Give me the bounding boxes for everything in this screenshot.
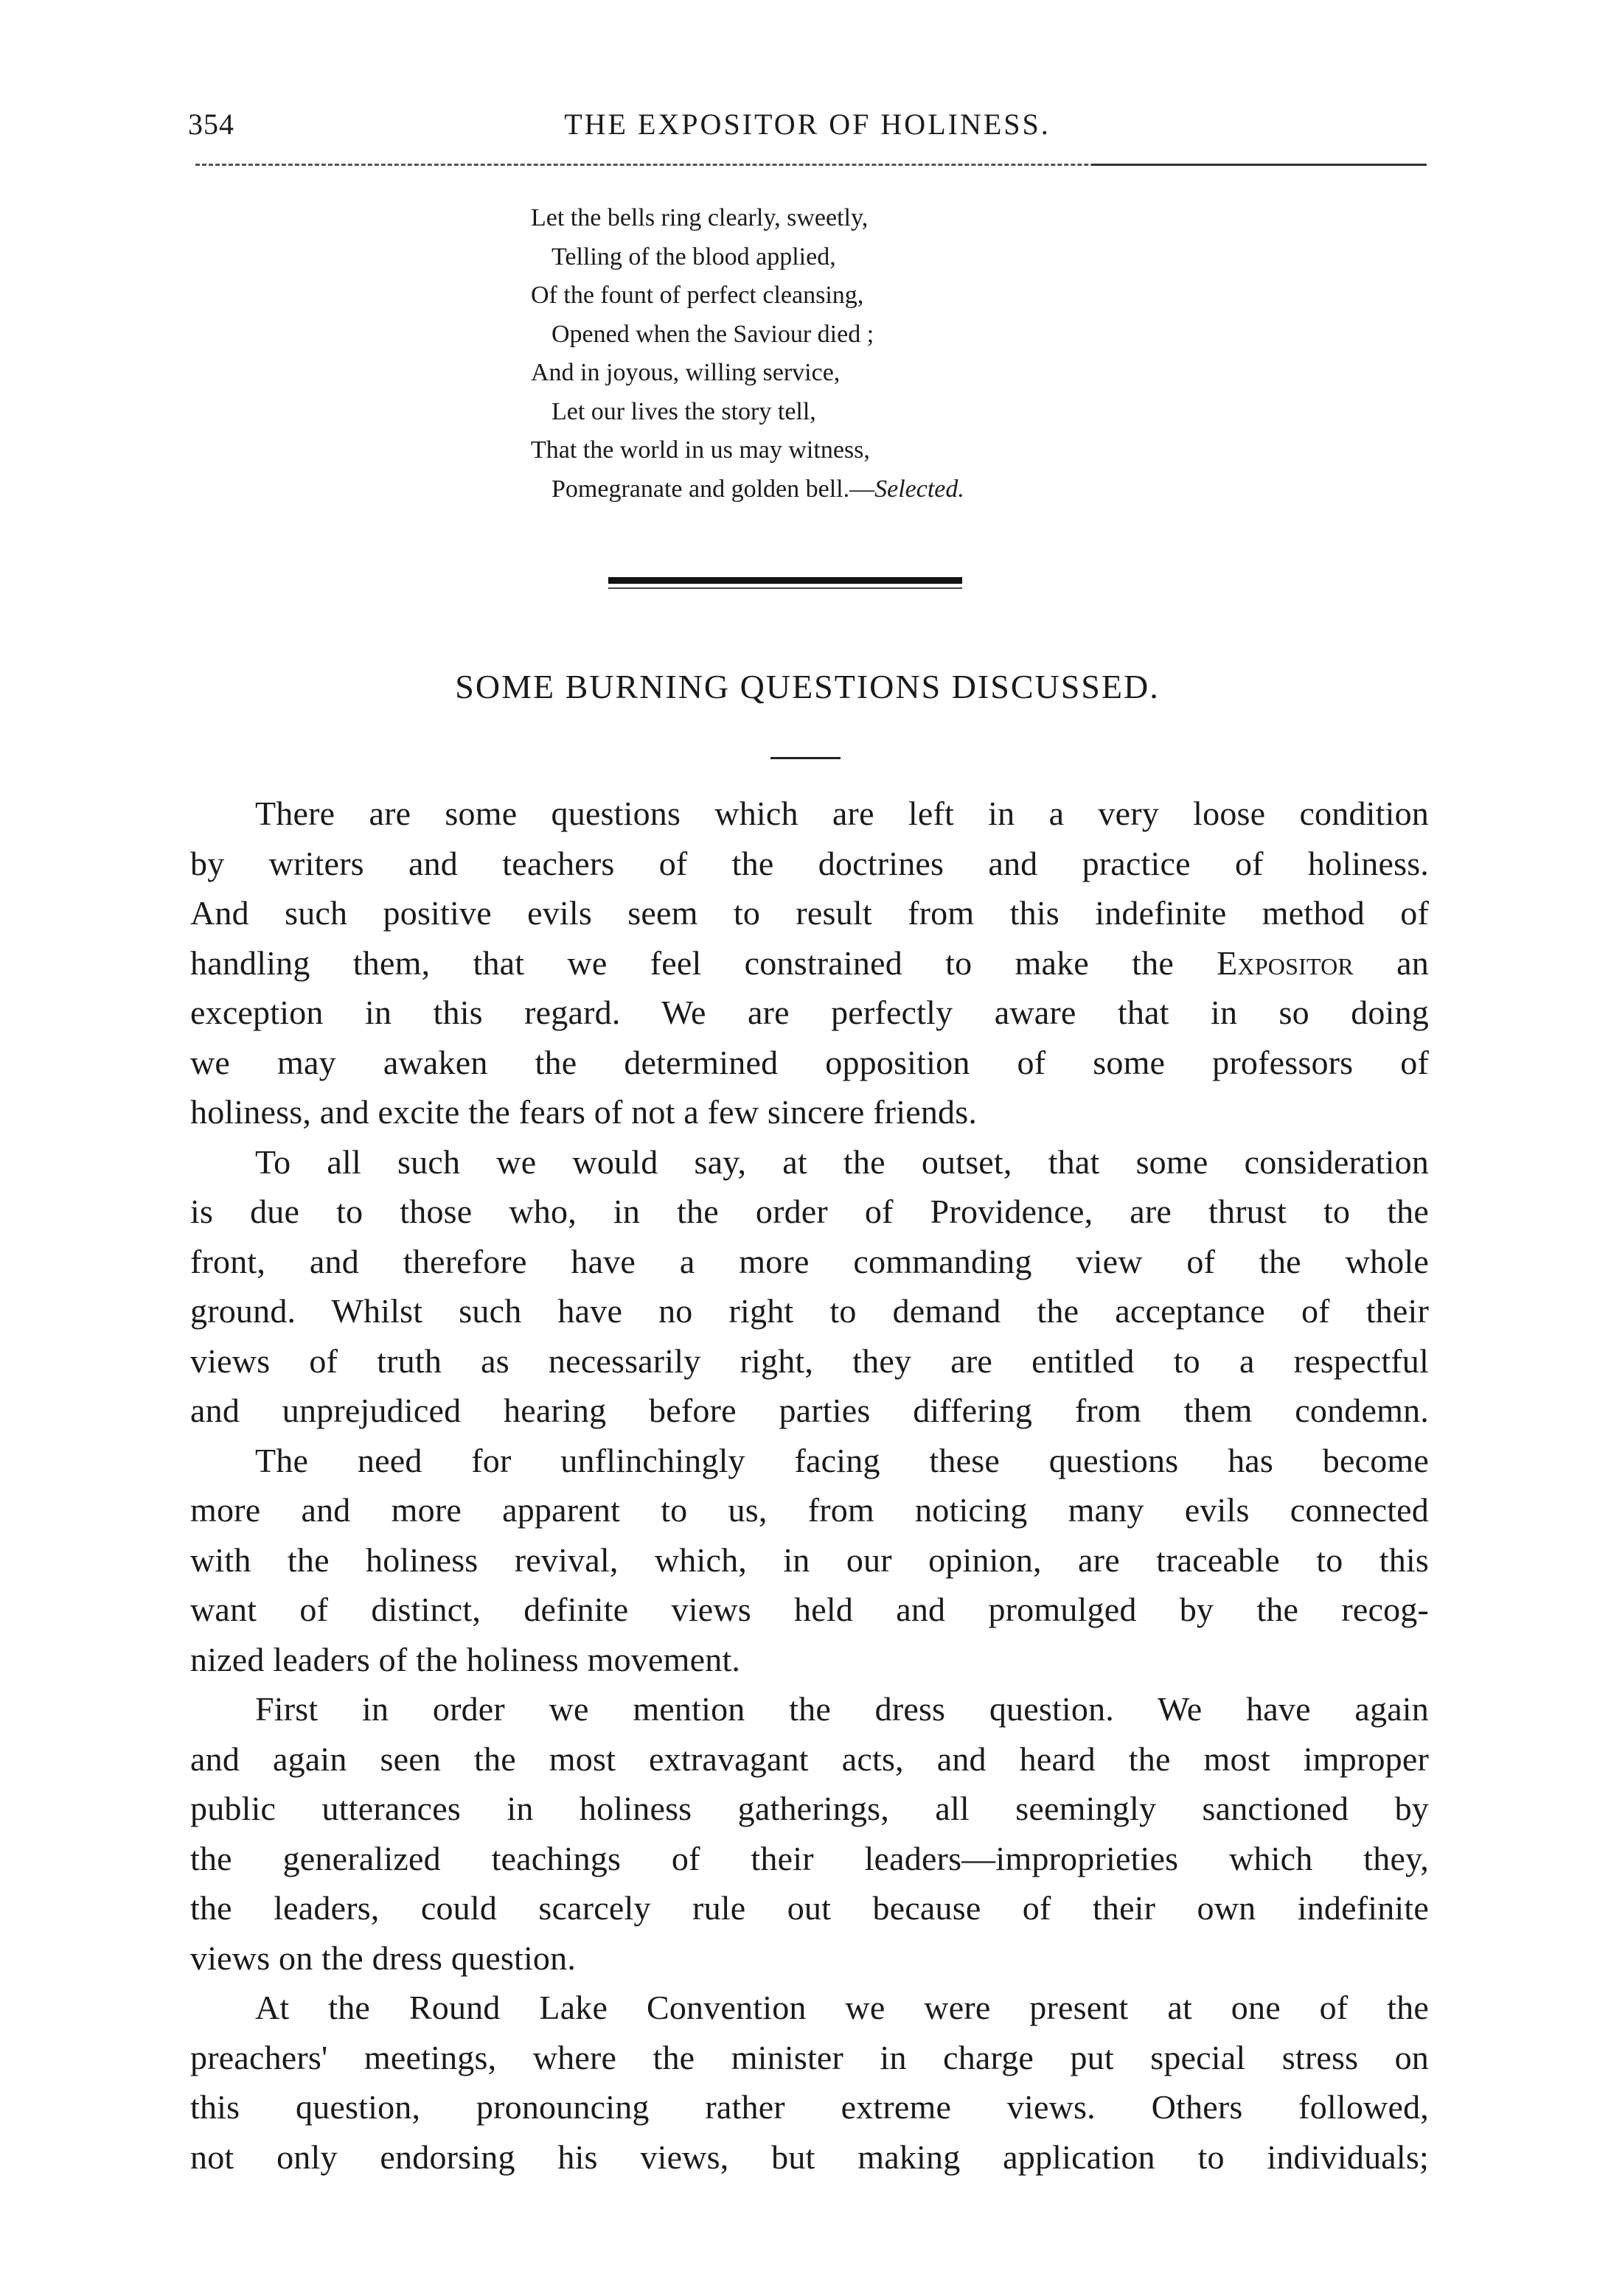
body-line: exception in this regard. We are perfectly aware that in so doing <box>190 994 1429 1031</box>
body-line: and again seen the most extravagant acts, and heard the most improper <box>190 1740 1429 1778</box>
body-line: preachers' meetings, where the minister in charge put special stress on <box>190 2038 1429 2076</box>
body-line: is due to those who, in the order of Providence, are thrust to the <box>190 1193 1429 1230</box>
body-line: There are some questions which are left in a very loose condition <box>255 795 1429 832</box>
body-line: views of truth as necessarily right, they are entitled to a respectful <box>190 1341 1429 1380</box>
poem-line-text: Pomegranate and golden bell.— <box>552 475 875 503</box>
section-separator-thick <box>608 577 962 584</box>
body-line: The need for unflinchingly facing these questions has become <box>255 1441 1429 1479</box>
body-line: more and more apparent to us, from noticing many evils connected <box>190 1491 1429 1529</box>
body-line-text: handling them, that we feel constrained to make the <box>190 943 1217 982</box>
poem-line: Of the fount of perfect cleansing, <box>531 282 864 309</box>
body-line: the leaders, could scarcely rule out because of their own indefinite <box>190 1889 1429 1927</box>
running-header <box>188 107 1427 151</box>
body-line: front, and therefore have a more commanding view of the whole <box>190 1242 1429 1280</box>
article-title: SOME BURNING QUESTIONS DISCUSSED. <box>455 668 1160 705</box>
body-line: First in order we mention the dress question. We have again <box>255 1690 1429 1728</box>
body-line-tail: an <box>1353 943 1429 982</box>
body-line: nized leaders of the holiness movement. <box>190 1640 741 1678</box>
title-rule <box>770 757 841 759</box>
body-line: with the holiness revival, which, in our opinion, are traceable to this <box>190 1540 1429 1579</box>
body-line: the generalized teachings of their leaders—improprieties which they, <box>190 1839 1429 1877</box>
body-line-with-smallcaps <box>190 938 1429 988</box>
poem-line: Let our lives the story tell, <box>552 397 816 425</box>
poem-line: Telling of the blood applied, <box>552 242 836 271</box>
body-line: and unprejudiced hearing before parties differing from them condemn. <box>190 1392 1429 1429</box>
poem-line: And in joyous, willing service, <box>531 359 841 386</box>
body-line: ground. Whilst such have no right to demand the acceptance of their <box>190 1292 1429 1330</box>
poem-attribution: Selected. <box>874 475 964 503</box>
poem-line: That the world in us may witness, <box>531 436 870 464</box>
body-line: we may awaken the determined opposition of some professors of <box>190 1043 1429 1081</box>
page-number: 354 <box>188 108 234 141</box>
expositor-smallcaps: Expositor <box>1217 943 1354 982</box>
body-line: want of distinct, definite views held and promulged by the recog- <box>190 1591 1429 1628</box>
body-line: this question, pronouncing rather extreme views. Others followed, <box>190 2088 1429 2126</box>
journal-title: THE EXPOSITOR OF HOLINESS. <box>564 108 1051 141</box>
section-separator-thin <box>608 587 962 589</box>
body-line: by writers and teachers of the doctrines and practice of holiness. <box>190 844 1429 882</box>
header-rule-solid <box>1091 164 1427 166</box>
poem-line: Opened when the Saviour died ; <box>552 320 874 348</box>
body-line: public utterances in holiness gatherings, all seemingly sanctioned by <box>190 1790 1429 1827</box>
body-line: At the Round Lake Convention we were present at one of the <box>255 1989 1429 2026</box>
poem-line: Let the bells ring clearly, sweetly, <box>531 204 869 231</box>
body-line: holiness, and excite the fears of not a few sincere friends. <box>190 1093 978 1131</box>
body-line: not only endorsing his views, but making application to individuals; <box>190 2138 1429 2176</box>
poem-last-line <box>531 470 1194 509</box>
body-line: To all such we would say, at the outset, that some consideration <box>255 1142 1429 1181</box>
body-line: views on the dress question. <box>190 1939 577 1977</box>
body-line: And such positive evils seem to result from this indefinite method of <box>190 894 1429 932</box>
article-body <box>190 789 1429 2182</box>
poem <box>531 199 1194 509</box>
